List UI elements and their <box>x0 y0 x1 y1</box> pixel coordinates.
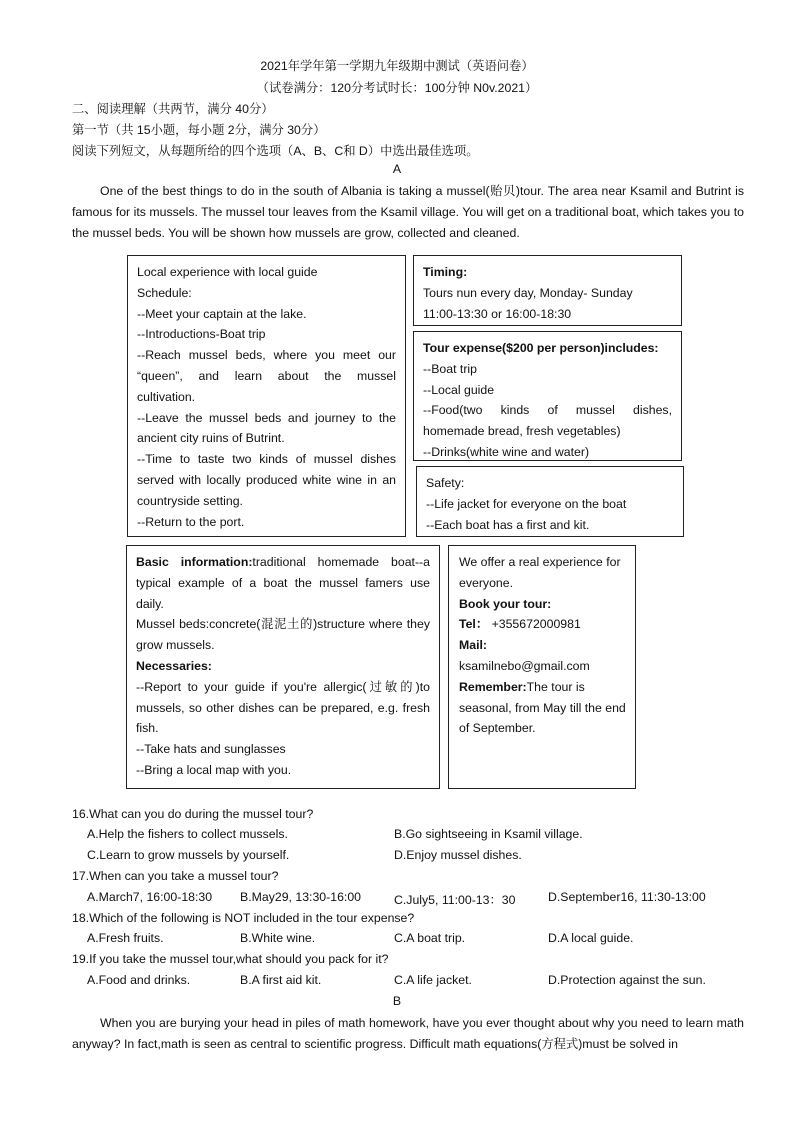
necessaries-item: --Take hats and sunglasses <box>136 742 286 757</box>
necessaries-label: Necessaries: <box>136 658 212 673</box>
basic-info-text: traditional homemade boat--a typical example of a boat the mussel famers use daily. <box>136 555 430 611</box>
remember-text: The tour is seasonal, from May till the end of September. <box>459 679 626 736</box>
instruction: 阅读下列短文，从每题所给的四个选项（A、B、C和 D）中选出最佳选项。 <box>72 144 479 158</box>
section-heading: 二、阅读理解（共两节，满分 40分） <box>72 102 274 116</box>
schedule-item: --Reach mussel beds, where you meet our “queen”, and learn about the mussel cultivation. <box>137 348 396 404</box>
schedule-box <box>127 255 406 537</box>
passage-a-letter: A <box>392 162 402 176</box>
safety-heading: Safety: <box>426 476 465 490</box>
schedule-item: --Time to taste two kinds of mussel dishes served with locally produced white wine in an countryside setting. <box>137 452 396 508</box>
question-option: A.Help the fishers to collect mussels. <box>87 827 288 841</box>
timing-days: Tours nun every day, Monday- Sunday <box>423 285 633 300</box>
question-option: D.Enjoy mussel dishes. <box>394 848 522 862</box>
schedule-item: --Meet your captain at the lake. <box>137 306 307 321</box>
question-option: D.Protection against the sun. <box>548 973 706 987</box>
tel-label: Tel： <box>459 617 489 632</box>
basic-info-label: Basic information: <box>136 555 253 569</box>
safety-box <box>416 466 684 537</box>
expense-item: --Drinks(white wine and water) <box>423 444 590 459</box>
expense-heading: Tour expense($200 per person)includes: <box>423 341 659 355</box>
timing-heading: Timing: <box>423 265 468 279</box>
question-stem: 17.When can you take a mussel tour? <box>72 869 279 883</box>
question-option: D.A local guide. <box>548 931 634 945</box>
passage-a-text <box>72 181 744 243</box>
mail-address: ksamilnebo@gmail.com <box>459 658 590 673</box>
schedule-heading: Schedule: <box>137 285 192 300</box>
question-option: A.Fresh fruits. <box>87 931 164 945</box>
timing-hours: 11:00-13:30 or 16:00-18:30 <box>423 306 572 321</box>
expense-item: --Local guide <box>423 382 495 397</box>
page-subtitle: （试卷满分：120分考试时长：100分钟 N0v.2021） <box>256 81 538 95</box>
safety-item: --Life jacket for everyone on the boat <box>426 496 627 511</box>
page-title: 2021年学年第一学期九年级期中测试（英语问卷） <box>260 59 534 73</box>
mail-label: Mail: <box>459 638 488 653</box>
question-option: B.May29, 13:30-16:00 <box>240 890 361 904</box>
schedule-item: --Leave the mussel beds and journey to the ancient city ruins of Butrint. <box>137 410 396 446</box>
safety-item: --Each boat has a first and kit. <box>426 517 590 532</box>
question-option: D.September16, 11:30-13:00 <box>548 890 706 904</box>
question-stem: 16.What can you do during the mussel tour? <box>72 807 314 821</box>
contact-intro: We offer a real experience for everyone. <box>459 555 621 590</box>
passage-a-paragraph: One of the best things to do in the south of Albania is taking a mussel(贻贝)tour. The area near Ksamil and Butrint is famous for its mussels. The mussel tour leaves from the Ksamil village. You will get on a traditional boat, which takes you to the mussel beds. You will be shown how mussels are grow, collected and cleaned. <box>72 184 744 240</box>
remember-label: Remember: <box>459 679 527 694</box>
schedule-item: --Return to the port. <box>137 514 245 529</box>
book-tour-label: Book your tour: <box>459 596 552 611</box>
tel-number: +355672000981 <box>491 617 581 632</box>
passage-b-paragraph: When you are burying your head in piles of math homework, have you ever thought about why you need to learn math anyway? In fact,math is seen as central to scientific progress. Difficult math equations(方程式)must be solved in <box>72 1016 744 1051</box>
question-option: C.July5, 11:00-13：30 <box>394 893 516 907</box>
expense-item: --Boat trip <box>423 361 477 376</box>
necessaries-item: --Bring a local map with you. <box>136 762 292 777</box>
part-heading: 第一节（共 15小题，每小题 2分，满分 30分） <box>72 123 326 137</box>
question-option: B.White wine. <box>240 931 316 945</box>
mussel-beds-text: Mussel beds:concrete(混泥土的)structure where they grow mussels. <box>136 617 430 653</box>
timing-box <box>413 255 682 326</box>
question-option: C.Learn to grow mussels by yourself. <box>87 848 290 862</box>
schedule-intro: Local experience with local guide <box>137 265 318 279</box>
question-option: C.A boat trip. <box>394 931 466 945</box>
necessaries-item: --Report to your guide if you're allergic(过敏的)to mussels, so other dishes can be prepared, e.g. fresh fish. <box>136 679 430 736</box>
passage-b-text <box>72 1013 744 1055</box>
passage-b-letter: B <box>392 994 402 1008</box>
question-option: B.Go sightseeing in Ksamil village. <box>394 827 583 841</box>
contact-box <box>448 545 636 789</box>
question-option: B.A first aid kit. <box>240 973 322 987</box>
question-stem: 19.If you take the mussel tour,what should you pack for it? <box>72 952 389 966</box>
question-option: A.March7, 16:00-18:30 <box>87 890 213 904</box>
question-stem: 18.Which of the following is NOT included in the tour expense? <box>72 911 415 925</box>
question-option: C.A life jacket. <box>394 973 472 987</box>
basic-info-box <box>126 545 440 789</box>
expense-box <box>413 331 682 461</box>
expense-item: --Food(two kinds of mussel dishes, homemade bread, fresh vegetables) <box>423 403 672 439</box>
schedule-item: --Introductions-Boat trip <box>137 327 266 342</box>
question-option: A.Food and drinks. <box>87 973 191 987</box>
